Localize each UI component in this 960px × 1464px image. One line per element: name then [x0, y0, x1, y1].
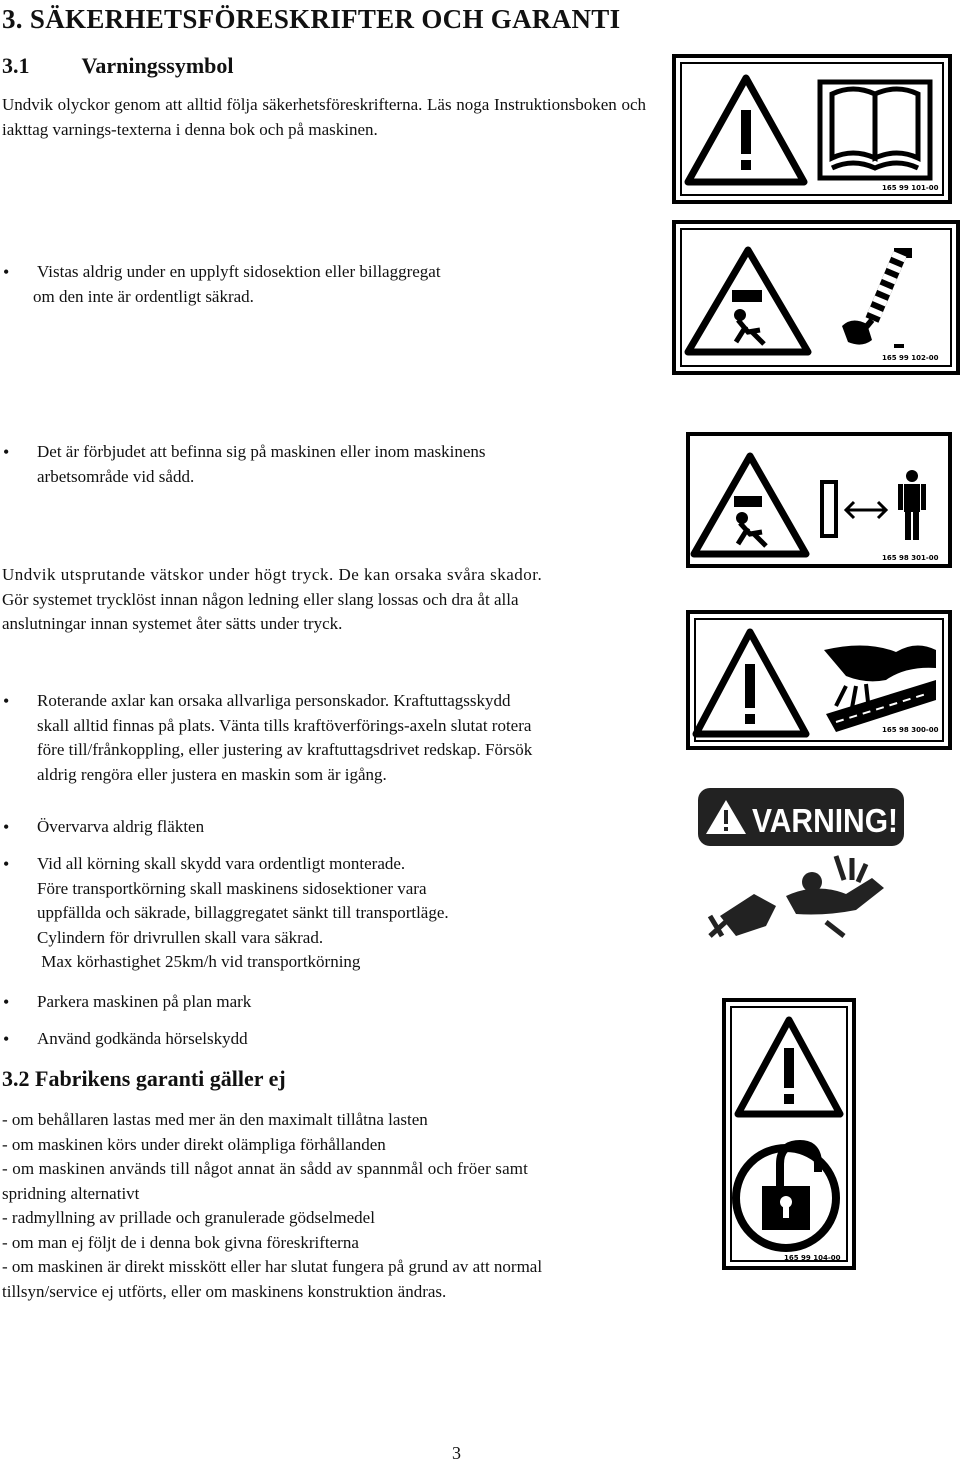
bullet-park: • Parkera maskinen på plan mark: [37, 990, 251, 1015]
sign-padlock: [722, 998, 856, 1270]
crush-warning-triangle-icon: [694, 456, 806, 554]
warning-triangle-icon: [688, 78, 804, 182]
warranty-item: - om man ej följt de i denna bok givna föreskrifterna: [2, 1232, 359, 1252]
bullet-work-area: • Det är förbjudet att befinna sig på maskinen eller inom maskinens arbetsområde vid sådd.: [37, 440, 485, 489]
sign-code: 165 98 301-00: [882, 554, 939, 562]
bullet-underside-warning: • Vistas aldrig under en upplyft sidosektion eller billaggregat om den inte är ordentligt säkrad.: [37, 260, 441, 309]
bullet-rotating-shafts: • Roterande axlar kan orsaka allvarliga personskador. Kraftuttagsskydd skall alltid finnas på plats. Vänta tills kraftöverförings-axeln slutat rotera före till/frånkoppling, eller justering av kraftuttagsdrivet redskap. Försök aldrig rengöra eller justera en maskin som är igång.: [37, 689, 532, 787]
person-icon: [898, 470, 926, 540]
fan-suction-icon: [710, 856, 884, 936]
warning-triangle-icon: [696, 632, 806, 734]
bullet-hearing: • Använd godkända hörselskydd: [37, 1027, 248, 1052]
page-number: 3: [452, 1443, 461, 1463]
entanglement-icon: [824, 645, 936, 732]
intro-paragraph: Undvik olyckor genom att alltid följa säkerhetsföreskrifterna. Läs noga Instruktionsboken och iakttag varnings-texterna i denna bok och på maskinen.: [2, 95, 646, 139]
sign-fan-warning: [696, 786, 908, 976]
sign-code: 165 99 104-00: [784, 1254, 841, 1262]
padlock-icon: [736, 1144, 836, 1248]
pressure-paragraph: Undvik utsprutande vätskor under högt tryck. De kan orsaka svåra skador. Gör systemet trycklöst innan någon ledning eller slang lossas och dra åt alla anslutningar innan systemet åter sätts under tryck.: [2, 565, 543, 633]
warranty-list: [2, 1108, 678, 1304]
warranty-item: tillsyn/service ej utförts, eller om maskinens konstruktion ändras.: [2, 1281, 447, 1301]
varning-label: VARNING!: [752, 802, 898, 839]
subsection-3-2: 3.2 Fabrikens garanti gäller ej: [2, 1066, 286, 1091]
book-icon: [820, 82, 930, 178]
sign-raised-section: [672, 220, 960, 375]
double-arrow-icon: [846, 502, 886, 518]
warranty-item: - om maskinen körs under direkt olämpliga förhållanden: [2, 1134, 386, 1154]
sign-keep-distance: [686, 432, 952, 568]
warranty-item: - radmyllning av prillade och granulerade gödselmedel: [2, 1208, 375, 1227]
warranty-item: spridning alternativt: [2, 1183, 140, 1203]
bullet-guards: • Vid all körning skall skydd vara ordentligt monterade. Före transportkörning skall maskinens sidosektioner vara uppfällda och säkrade, billaggregatet sänkt till transportläge. Cylindern för drivrullen skall vara säkrad. Max körhastighet 25km/h vid transportkörning: [37, 852, 449, 975]
warranty-item: - om maskinen används till något annat än sådd av spannmål och fröer samt: [2, 1159, 529, 1178]
machine-icon: [822, 482, 836, 536]
warranty-item: - om maskinen är direkt misskött eller har slutat fungera på grund av att normal: [2, 1257, 543, 1276]
sign-read-manual: [672, 54, 952, 204]
bullet-fan: • Övervarva aldrig fläkten: [37, 815, 204, 840]
sign-rotating-shaft: [686, 610, 952, 750]
crush-warning-triangle-icon: [688, 250, 808, 352]
section-title: 3. SÄKERHETSFÖRESKRIFTER OCH GARANTI: [2, 4, 621, 34]
support-leg-icon: [842, 248, 912, 348]
warranty-item: - om behållaren lastas med mer än den maximalt tillåtna lasten: [2, 1110, 428, 1129]
warning-triangle-icon: [738, 1020, 840, 1114]
sign-code: 165 99 102-00: [882, 354, 939, 362]
subsection-3-1: 3.1 Varningssymbol: [2, 53, 234, 78]
sign-code: 165 98 300-00: [882, 726, 939, 734]
sign-code: 165 99 101-00: [882, 184, 939, 192]
